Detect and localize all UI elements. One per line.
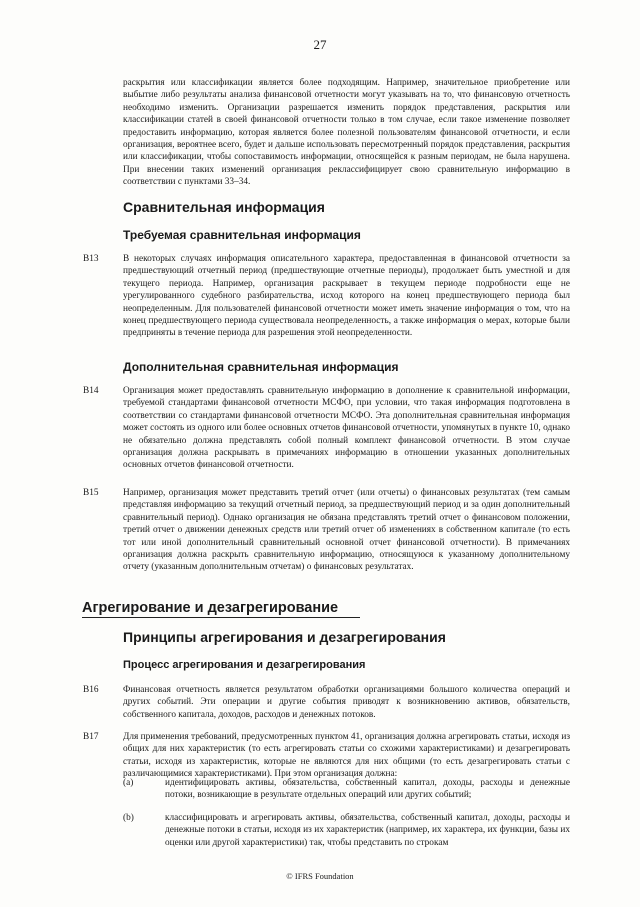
paragraph-b14: Организация может предоставлять сравнительную информацию в дополнение к сравнительной информации, требуемой стандартами финансовой отчетности МСФО, при условии, что такая информация подготовлена в соответствии со стандартами финансовой отчетности МСФО. Эта дополнительная сравнительная информация может состоять из одного или более основных отчетов финансовой отчетности, упомянутых в пункте 10, однако не обязательно должна представлять собой полный комплект финансовой отчетности. В этом случае организация должна раскрывать в примечаниях информацию в отношении указанных дополнительных основных отчетов финансовой отчетности. bbox=[123, 386, 570, 471]
subsection-heading-additional: Дополнительная сравнительная информация bbox=[123, 360, 399, 374]
intro-paragraph: раскрытия или классификации является более подходящим. Например, значительное приобретение или выбытие либо результаты анализа финансовой отчетности могут указывать на то, что финансовую отчетность необходимо изменить. Организации разрешается изменить порядок представления, раскрытия или классификации статей в своей финансовой отчетности только в том случае, если такое изменение позволяет предоставить информацию, которая является более полезной пользователям финансовой отчетности, и если организация, вероятнее всего, будет и дальше использовать пересмотренный порядок представления, раскрытия или классификации, чтобы сопоставимость информации, относящейся к разным периодам, не была нарушена. При внесении таких изменений организация реклассифицирует свою сравнительную информацию в соответствии с пунктами 33–34. bbox=[123, 78, 570, 188]
section-heading-aggregation: Принципы агрегирования и дезагрегирования bbox=[123, 629, 446, 645]
list-item-label-b: (b) bbox=[123, 813, 134, 823]
subsection-heading-process: Процесс агрегирования и дезагрегирования bbox=[123, 659, 366, 671]
paragraph-ref-b16: B16 bbox=[83, 685, 99, 695]
list-item-label-a: (a) bbox=[123, 778, 134, 788]
paragraph-b13: В некоторых случаях информация описательного характера, предоставленная в финансовой отчетности за предшествующий отчетный период (предшествующие отчетные периоды), продолжает быть уместной и для текущего периода. Например, организация раскрывает в текущем периоде подробности еще не урегулированного судебного разбирательства, исход которого на конец предшествующего периода был неопределенным. Для пользователей финансовой отчетности может иметь значение информация о том, что на конец предшествующего периода существовала неопределенность, а также информация о мерах, которые были предприняты в течение периода для разрешения этой неопределенности. bbox=[123, 254, 570, 339]
paragraph-ref-b13: B13 bbox=[83, 254, 99, 264]
page-number: 27 bbox=[313, 37, 327, 52]
subsection-heading-required: Требуемая сравнительная информация bbox=[123, 228, 361, 242]
list-item-a: идентифицировать активы, обязательства, собственный капитал, доходы, расходы и денежные потоки, возникающие в результате отдельных операций или других событий; bbox=[165, 778, 570, 801]
paragraph-b16: Финансовая отчетность является результатом обработки организациями большого количества операций и других событий. Эти операции и другие события приводят к возникновению активов, обязательств, собственного капитала, доходов, расходов и денежных потоков. bbox=[123, 685, 570, 720]
section-heading-comparative: Сравнительная информация bbox=[123, 199, 325, 215]
paragraph-ref-b14: B14 bbox=[83, 386, 99, 396]
paragraph-b17: Для применения требований, предусмотренных пунктом 41, организация должна агрегировать статьи, исходя из общих для них характеристик (то есть агрегировать статьи со схожими характеристиками) и дезагрегировать статьи, исходя из характеристик, которые не являются для них общими (то есть дезагрегировать статьи с различающимися характеристиками). При этом организация должна: bbox=[123, 732, 570, 780]
chapter-heading: Агрегирование и дезагрегирование bbox=[82, 600, 360, 618]
paragraph-ref-b15: B15 bbox=[83, 488, 99, 498]
list-item-b: классифицировать и агрегировать активы, обязательства, собственный капитал, доходы, расходы и денежные потоки в статьи, исходя из их характеристик (например, их характера, их функции, базы их оценки или другой характеристики) так, чтобы представить по строкам bbox=[165, 813, 570, 848]
footer-copyright: © IFRS Foundation bbox=[286, 871, 354, 881]
paragraph-b15: Например, организация может представить третий отчет (или отчеты) о финансовых результатах (тем самым представляя информацию за текущий отчетный период, за предшествующий период и за один дополнительный сравнительный период). Однако организация не обязана представлять третий отчет о финансовом положении, третий отчет о движении денежных средств или третий отчет об изменениях в собственном капитале (то есть тот или иной дополнительный сравнительный основной отчет финансовой отчетности). В примечаниях организация должна раскрыть сравнительную информацию, относящуюся к указанному дополнительному отчету (указанным дополнительным отчетам) о финансовых результатах. bbox=[123, 488, 570, 573]
paragraph-ref-b17: B17 bbox=[83, 732, 99, 742]
